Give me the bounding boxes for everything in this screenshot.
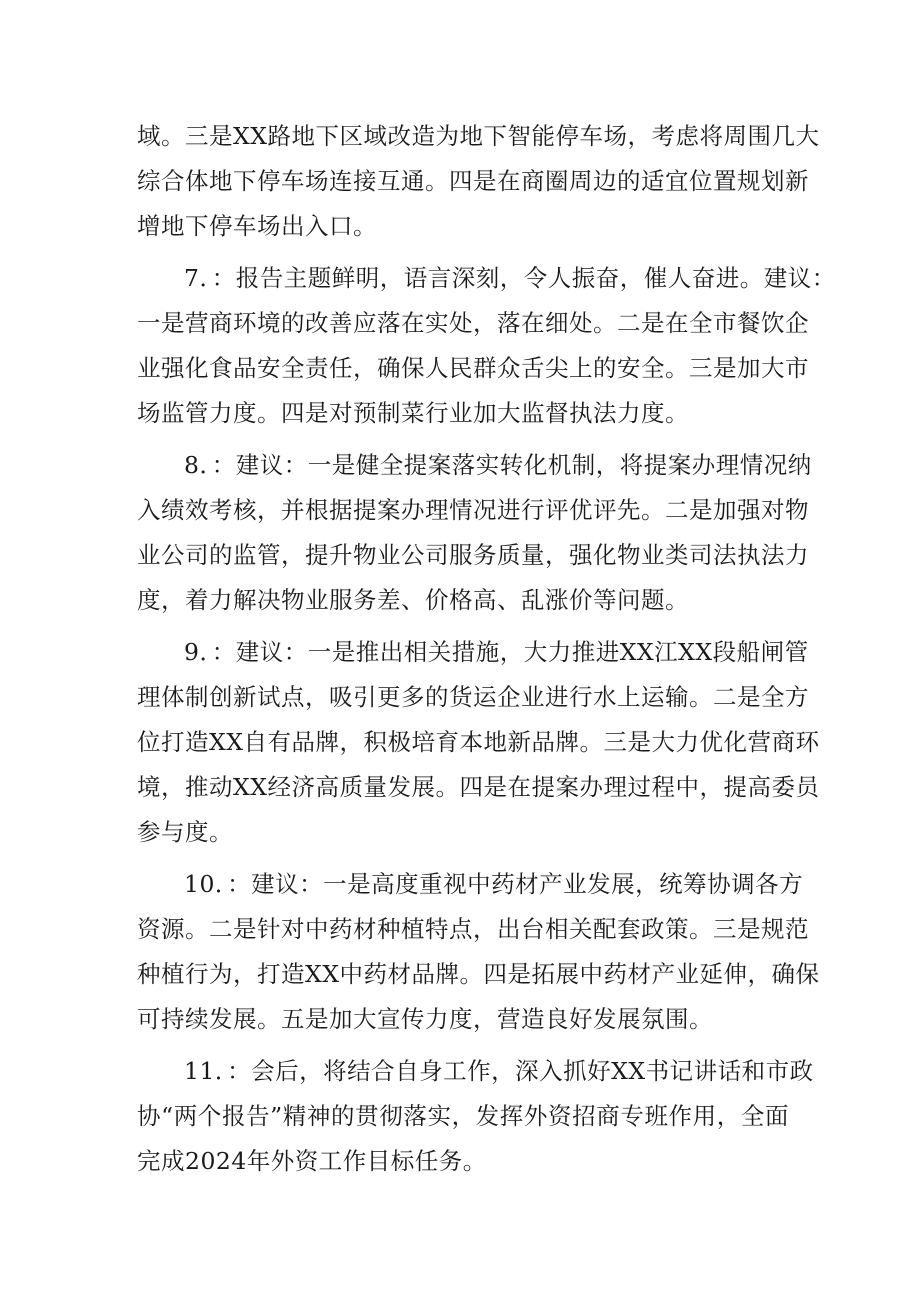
paragraph-7	[137, 256, 836, 436]
text-line: 场监管力度。四是对预制菜行业加大监督执法力度。	[137, 399, 689, 427]
paragraph-gap	[137, 1042, 789, 1049]
text-line: 业强化食品安全责任，确保人民群众舌尖上的安全。三是加大市	[137, 354, 809, 382]
text-line: 增地下停车场出入口。	[137, 212, 377, 240]
text-line: 10．：建议：一是高度重视中药材产业发展，统筹协调各方	[184, 870, 804, 898]
paragraph-gap	[137, 436, 789, 443]
text-line: 可持续发展。五是加大宣传力度，营造良好发展氛围。	[137, 1005, 713, 1033]
paragraph-gap	[137, 623, 789, 630]
paragraph-11	[137, 1049, 814, 1184]
text-line: 综合体地下停车场连接互通。四是在商圈周边的适宜位置规划新	[137, 167, 809, 195]
document-body	[137, 114, 836, 1184]
text-line: 境，推动XX经济高质量发展。四是在提案办理过程中，提高委员	[137, 773, 820, 801]
paragraph-9	[137, 630, 820, 855]
text-line: 11．：会后，将结合自身工作，深入抓好XX书记讲话和市政	[184, 1057, 814, 1085]
text-line: 业公司的监管，提升物业公司服务质量，强化物业类司法执法力	[137, 541, 809, 569]
text-line: 理体制创新试点，吸引更多的货运企业进行水上运输。二是全方	[137, 683, 809, 711]
text-line: 种植行为，打造XX中药材品牌。四是拓展中药材产业延伸，确保	[137, 960, 820, 988]
text-line: 度，着力解决物业服务差、价格高、乱涨价等问题。	[137, 586, 689, 614]
paragraph-gap	[137, 249, 789, 256]
text-line: 域。三是XX路地下区域改造为地下智能停车场，考虑将周围几大	[137, 122, 820, 150]
text-line: 入绩效考核，并根据提案办理情况进行评优评先。二是加强对物	[137, 496, 809, 524]
paragraph-gap	[137, 855, 789, 862]
text-line: 7．：报告主题鲜明，语言深刻，令人振奋，催人奋进。建议：	[184, 264, 836, 292]
text-line: 参与度。	[137, 818, 233, 846]
text-line: 协“两个报告”精神的贯彻落实，发挥外资招商专班作用，全面	[137, 1102, 789, 1130]
text-line: 一是营商环境的改善应落在实处，落在细处。二是在全市餐饮企	[137, 309, 809, 337]
text-line: 资源。二是针对中药材种植特点，出台相关配套政策。三是规范	[137, 915, 809, 943]
paragraph-8	[137, 443, 812, 623]
text-line: 9．：建议：一是推出相关措施，大力推进XX江XX段船闸管	[184, 638, 809, 666]
paragraph-10	[137, 862, 820, 1042]
text-line: 8．：建议：一是健全提案落实转化机制，将提案办理情况纳	[184, 451, 812, 479]
paragraph-1	[137, 114, 820, 249]
text-line: 完成2024年外资工作目标任务。	[137, 1147, 487, 1175]
text-line: 位打造XX自有品牌，积极培育本地新品牌。三是大力优化营商环	[137, 728, 820, 756]
